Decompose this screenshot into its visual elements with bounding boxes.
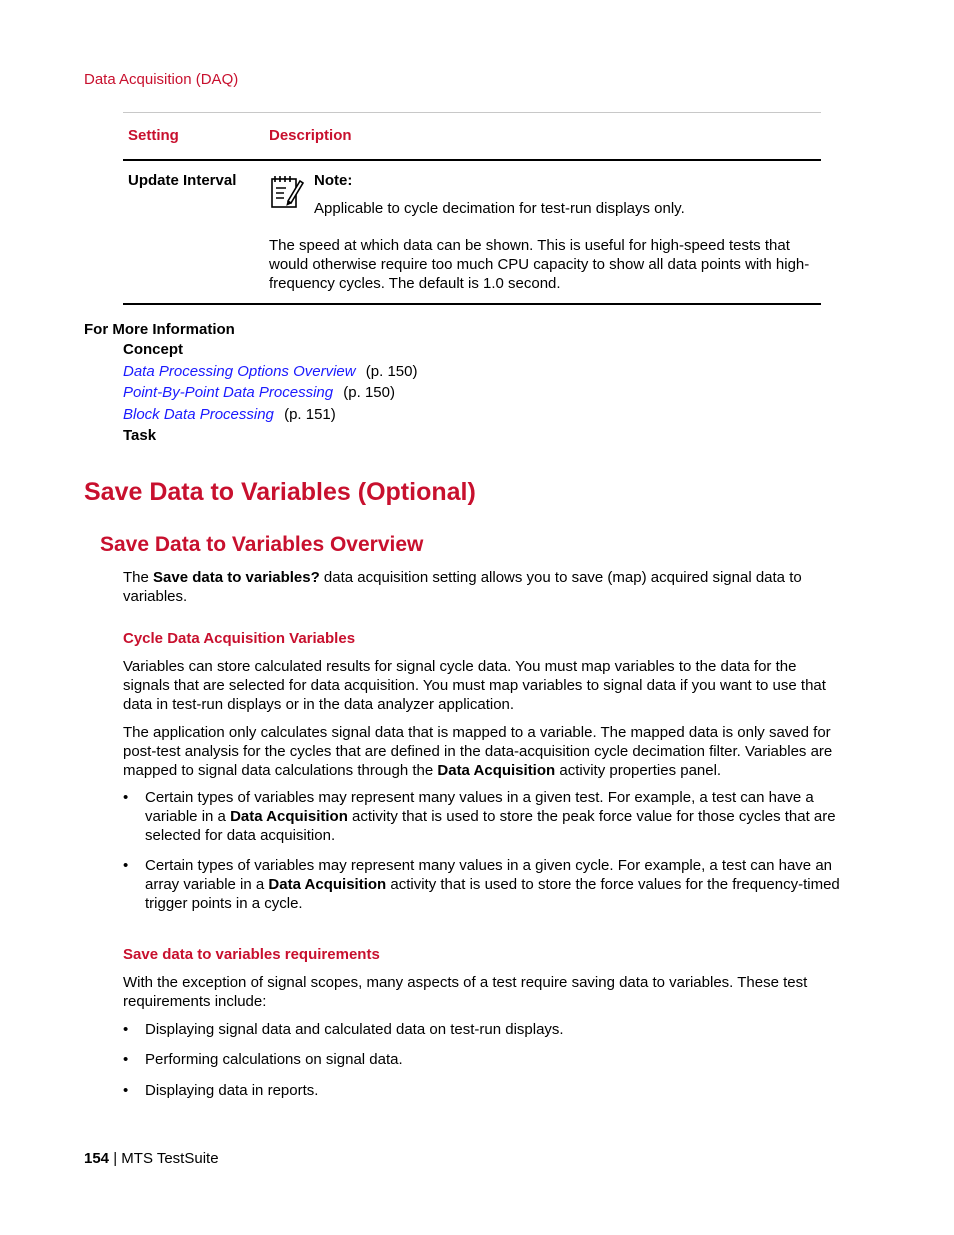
intro-text-post: data acquisition setting allows you to save (map) acquired signal data to variables. (123, 569, 802, 605)
cycle-paragraph-1: Variables can store calculated results for signal cycle data. You must map variables to the data for the signals that are selected for data acquisition. You must map variables to signal data if you want to use that data in test-run displays or in the data analyzer application. (123, 658, 826, 713)
list-item (123, 361, 417, 383)
page-number: 154 (84, 1150, 110, 1167)
table-header-rule (123, 159, 821, 161)
cycle-paragraph-2 (123, 723, 843, 780)
bullet-marker: • (123, 1082, 129, 1099)
bullet-text: Certain types of variables may represent many values in a given cycle. For example, a test can have an array variable in a Data Acquisition activity that is used to store the force values for the frequency-timed trigger points in a cycle. (145, 857, 840, 912)
bullet-marker: • (123, 1051, 129, 1068)
section-subtitle: Save Data to Variables Overview (100, 533, 424, 556)
bullet-marker: • (123, 857, 129, 874)
cycle-p2-bold: Data Acquisition (437, 762, 556, 779)
note-text: Applicable to cycle decimation for test-run displays only. (314, 200, 685, 217)
intro-bold: Save data to variables? (153, 569, 320, 586)
note-label: Note: (314, 172, 353, 189)
footer-product: MTS TestSuite (121, 1150, 219, 1167)
requirements-heading: Save data to variables requirements (123, 946, 380, 963)
intro-text: The (123, 569, 154, 586)
requirements-paragraph: With the exception of signal scopes, many aspects of a test require saving data to variables. These test requirements include: (123, 974, 808, 1010)
table-cell-description: The speed at which data can be shown. This is useful for high-speed tests that would otherwise require too much CPU capacity to show all data points with high-frequency cycles. The default is 1.0 second. (269, 237, 810, 292)
task-label: Task (123, 427, 157, 445)
page-ref: (p. 150) (343, 384, 395, 402)
cycle-heading: Cycle Data Acquisition Variables (123, 630, 356, 647)
link-point-by-point[interactable]: Point-By-Point Data Processing (123, 384, 334, 402)
link-block-data-processing[interactable]: Block Data Processing (123, 405, 274, 423)
link-data-processing-options[interactable]: Data Processing Options Overview (123, 362, 356, 380)
concept-label: Concept (123, 341, 183, 358)
running-header: Data Acquisition (DAQ) (84, 71, 239, 88)
footer-separator: | (113, 1150, 118, 1167)
table-cell-setting: Update Interval (128, 172, 237, 189)
table-top-rule (123, 112, 821, 113)
bullet-text: Displaying signal data and calculated data on test-run displays. (145, 1021, 564, 1038)
page-ref: (p. 151) (284, 405, 336, 423)
list-item (123, 382, 417, 404)
section-title: Save Data to Variables (Optional) (84, 478, 476, 506)
table-header-setting: Setting (128, 127, 179, 144)
intro-paragraph (123, 568, 843, 606)
table-bottom-rule (123, 303, 821, 305)
bullet-marker: • (123, 789, 129, 806)
list-item (123, 404, 417, 426)
more-info-list (123, 339, 417, 447)
note-icon (269, 173, 305, 209)
page-ref: (p. 150) (365, 362, 418, 380)
cycle-p2-post: activity properties panel. (555, 762, 722, 779)
page-footer (84, 1149, 219, 1168)
more-info-title: For More Information (84, 321, 235, 338)
bullet-text: Performing calculations on signal data. (145, 1051, 403, 1068)
table-header-description: Description (269, 127, 352, 144)
cycle-p2-text: The application only calculates signal data that is mapped to a variable. The mapped data is only saved for post-test analysis for the cycles that are defined in the data-acquisition cycle decimation filter. Variables are mapped to signal data calculations through the (123, 724, 833, 779)
bullet-marker: • (123, 1021, 129, 1038)
bullet-text: Displaying data in reports. (145, 1082, 319, 1099)
bullet-text: Certain types of variables may represent many values in a given test. For example, a test can have a variable in a Data Acquisition activity that is used to store the peak force value for those cycles that are selected for data acquisition. (145, 789, 836, 844)
